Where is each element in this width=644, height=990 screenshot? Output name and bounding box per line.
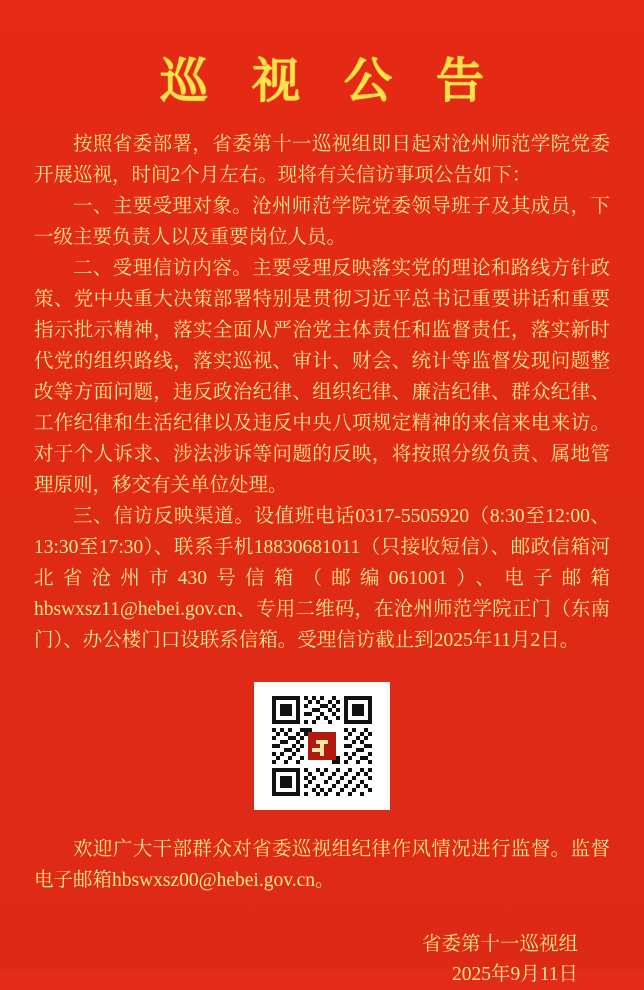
qr-code-frame — [254, 682, 390, 810]
paragraph-subjects: 一、主要受理对象。沧州师范学院党委领导班子及其成员，下一级主要负责人以及重要岗位人员。 — [34, 196, 610, 248]
paragraph-content-scope: 二、受理信访内容。主要受理反映落实党的理论和路线方针政策、党中央重大决策部署特别是贯彻习近平总书记重要讲话和重要指示批示精神，落实全面从严治党主体责任和监督责任，落实新时代党的组织路线，落实巡视、审计、财会、统计等监督发现问题整改等方面问题，违反政治纪律、组织纪律、廉洁纪律、群众纪律、工作纪律和生活纪律以及违反中央八项规定精神的来信来电来访。对于个人诉求、涉法涉诉等问题的反映，将按照分级负责、属地管理原则，移交有关单位处理。 — [34, 258, 610, 496]
qr-code-container — [34, 682, 610, 810]
supervision-note: 欢迎广大干部群众对省委巡视组纪律作风情况进行监督。监督电子邮箱hbswxsz00@hebei.gov.cn。 — [34, 839, 610, 891]
signature-date: 2025年9月11日 — [451, 964, 578, 985]
signature-block — [34, 930, 610, 990]
signature-org: 省委第十一巡视组 — [421, 934, 578, 955]
paragraph-intro: 按照省委部署，省委第十一巡视组即日起对沧州师范学院党委开展巡视，时间2个月左右。现将有关信访事项公告如下： — [34, 134, 610, 186]
qr-code-icon — [272, 696, 372, 796]
announcement-body — [34, 129, 610, 656]
page-title: 巡 视 公 告 — [159, 55, 500, 108]
paragraph-channels: 三、信访反映渠道。设值班电话0317-5505920（8:30至12:00、13:30至17:30）、联系手机18830681011（只接收短信）、邮政信箱河北省沧州市430号信箱（邮编061001）、电子邮箱hbswxsz11@hebei.gov.cn、专用二维码，在沧州师范学院正门（东南门）、办公楼门口设联系信箱。受理信访截止到2025年11月2日。 — [34, 506, 610, 651]
